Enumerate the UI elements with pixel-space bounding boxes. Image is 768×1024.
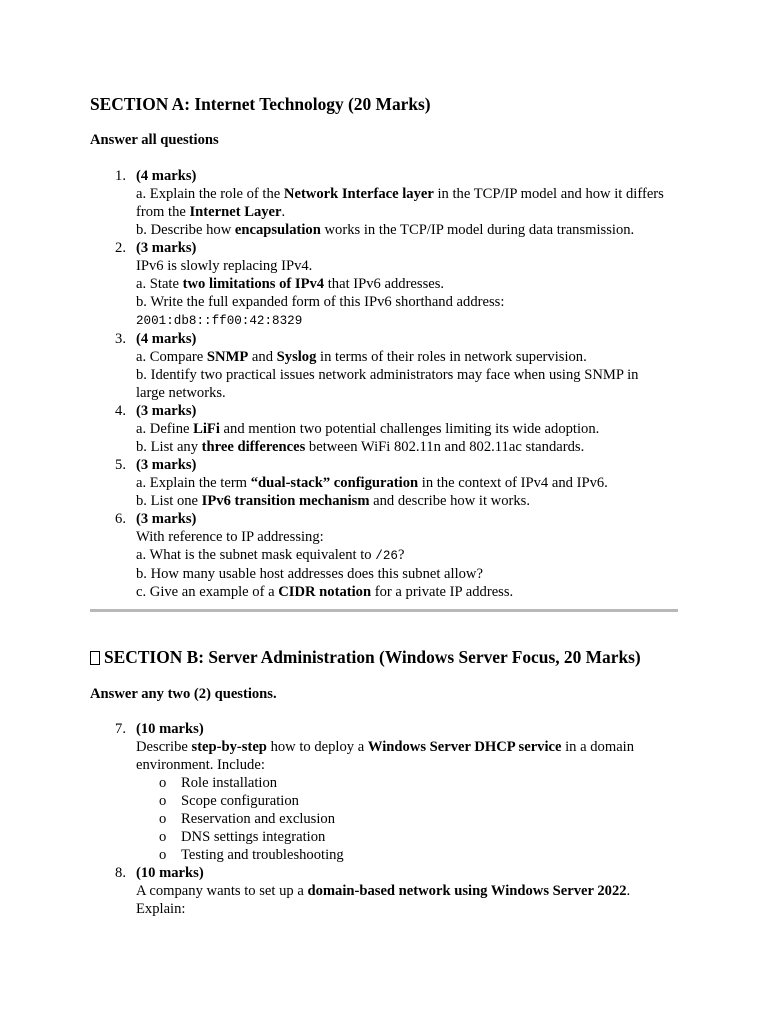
question-part	[136, 492, 666, 510]
question-body	[136, 402, 666, 456]
question-body	[136, 864, 666, 918]
part-text: for a private IP address.	[371, 584, 514, 600]
question-item	[0, 239, 768, 330]
part-text: Describe	[136, 739, 192, 755]
question-number: 5.	[115, 457, 126, 473]
part-text: b. How many usable host addresses does this subnet allow?	[136, 566, 483, 582]
sub-item	[136, 792, 666, 810]
sub-item-text: Role installation	[181, 775, 278, 791]
question-part	[136, 185, 666, 221]
bullet-marker: o	[159, 847, 167, 863]
question-part	[136, 528, 666, 546]
bold-term: domain-based network using Windows Server 2022	[307, 883, 627, 899]
sub-item	[136, 828, 666, 846]
question-marks: (3 marks)	[136, 240, 197, 256]
bullet-marker: o	[159, 829, 167, 845]
question-part	[136, 738, 666, 774]
question-part	[136, 420, 666, 438]
part-text: b. Describe how	[136, 222, 235, 238]
question-part	[136, 293, 666, 311]
question-body	[136, 330, 666, 402]
bold-term: two limitations of IPv4	[182, 276, 325, 292]
part-text: in terms of their roles in network supervision.	[316, 349, 587, 365]
part-text: a. State	[136, 276, 183, 292]
part-text: IPv6 is slowly replacing IPv4.	[136, 258, 313, 274]
sub-item-text: DNS settings integration	[181, 829, 326, 845]
question-part	[136, 348, 666, 366]
part-text: With reference to IP addressing:	[136, 529, 324, 545]
sub-item-list	[136, 774, 666, 864]
question-body	[136, 456, 666, 510]
question-body	[136, 167, 666, 239]
question-part	[136, 275, 666, 293]
question-part	[136, 882, 666, 918]
part-text: in the context of IPv4 and IPv6.	[418, 475, 608, 491]
section-a-question-list	[0, 167, 768, 601]
bold-term: Network Interface layer	[283, 186, 434, 202]
section-b-heading-text: SECTION B: Server Administration (Windows Server Focus, 20 Marks)	[104, 647, 641, 667]
part-text: that IPv6 addresses.	[324, 276, 445, 292]
bullet-marker: o	[159, 775, 167, 791]
question-body	[136, 720, 666, 864]
bold-term: IPv6 transition mechanism	[201, 493, 370, 509]
bold-term: step-by-step	[191, 739, 267, 755]
bold-term: Syslog	[276, 349, 317, 365]
question-item	[0, 456, 768, 510]
question-body	[136, 510, 666, 601]
question-number: 3.	[115, 331, 126, 347]
part-text: .	[281, 204, 286, 220]
part-text: works in the TCP/IP model during data transmission.	[320, 222, 635, 238]
question-part	[136, 546, 666, 565]
part-text: a. What is the subnet mask equivalent to	[136, 547, 376, 563]
question-marks: (3 marks)	[136, 457, 197, 473]
section-a-instruction: Answer all questions	[90, 132, 219, 148]
code-text: 2001:db8::ff00:42:8329	[136, 314, 303, 328]
question-part	[136, 366, 666, 402]
question-item	[0, 720, 768, 864]
section-a-heading: SECTION A: Internet Technology (20 Marks)	[90, 94, 431, 114]
question-part	[136, 474, 666, 492]
part-text: b. List one	[136, 493, 202, 509]
question-item	[0, 402, 768, 456]
part-text: a. Explain the role of the	[136, 186, 284, 202]
code-text: /26	[375, 549, 398, 563]
part-text: a. Explain the term	[136, 475, 251, 491]
part-text: and	[248, 349, 277, 365]
missing-glyph-icon	[90, 651, 100, 665]
question-number: 1.	[115, 168, 126, 184]
part-text: ?	[397, 547, 405, 563]
sub-item-text: Scope configuration	[181, 793, 299, 809]
part-text: and describe how it works.	[369, 493, 530, 509]
question-marks: (10 marks)	[136, 721, 204, 737]
question-number: 4.	[115, 403, 126, 419]
question-number: 6.	[115, 511, 126, 527]
part-text: how to deploy a	[266, 739, 368, 755]
bold-term: Internet Layer	[189, 204, 282, 220]
question-item	[0, 510, 768, 601]
question-part	[136, 583, 666, 601]
bullet-marker: o	[159, 793, 167, 809]
question-part	[136, 221, 666, 239]
question-marks: (4 marks)	[136, 331, 197, 347]
question-part	[136, 565, 666, 583]
part-text: between WiFi 802.11n and 802.11ac standards.	[305, 439, 585, 455]
sub-item	[136, 810, 666, 828]
question-item	[0, 864, 768, 918]
question-number: 7.	[115, 721, 126, 737]
part-text: in a domain environment. Include:	[136, 739, 635, 773]
question-number: 8.	[115, 865, 126, 881]
question-item	[0, 167, 768, 239]
question-item	[0, 330, 768, 402]
sub-item-text: Testing and troubleshooting	[181, 847, 344, 863]
bullet-marker: o	[159, 811, 167, 827]
part-text: A company wants to set up a	[136, 883, 308, 899]
question-marks: (10 marks)	[136, 865, 204, 881]
question-marks: (3 marks)	[136, 403, 197, 419]
bold-term: LiFi	[193, 421, 220, 437]
sub-item	[136, 846, 666, 864]
question-marks: (3 marks)	[136, 511, 197, 527]
part-text: b. List any	[136, 439, 202, 455]
sub-item-text: Reservation and exclusion	[181, 811, 336, 827]
question-body	[136, 239, 666, 330]
bold-term: three differences	[201, 439, 306, 455]
part-text: . Explain:	[136, 883, 631, 917]
question-part	[136, 311, 666, 330]
question-part	[136, 438, 666, 456]
bold-term: Windows Server DHCP service	[367, 739, 562, 755]
section-b-instruction: Answer any two (2) questions.	[90, 686, 277, 702]
part-text: in the TCP/IP model and how it differs from the	[136, 186, 664, 220]
bold-term: CIDR notation	[278, 584, 372, 600]
part-text: b. Write the full expanded form of this IPv6 shorthand address:	[136, 294, 505, 310]
question-marks: (4 marks)	[136, 168, 197, 184]
part-text: c. Give an example of a	[136, 584, 279, 600]
question-number: 2.	[115, 240, 126, 256]
bold-term: SNMP	[206, 349, 249, 365]
part-text: a. Compare	[136, 349, 207, 365]
section-b-question-list	[0, 720, 768, 918]
part-text: a. Define	[136, 421, 194, 437]
bold-term: encapsulation	[234, 222, 321, 238]
section-b-heading	[90, 646, 641, 668]
question-part	[136, 257, 666, 275]
sub-item	[136, 774, 666, 792]
section-divider	[90, 609, 678, 612]
part-text: b. Identify two practical issues network administrators may face when using SNMP in large networks.	[136, 367, 639, 401]
bold-term: “dual-stack” configuration	[250, 475, 419, 491]
part-text: and mention two potential challenges limiting its wide adoption.	[219, 421, 600, 437]
